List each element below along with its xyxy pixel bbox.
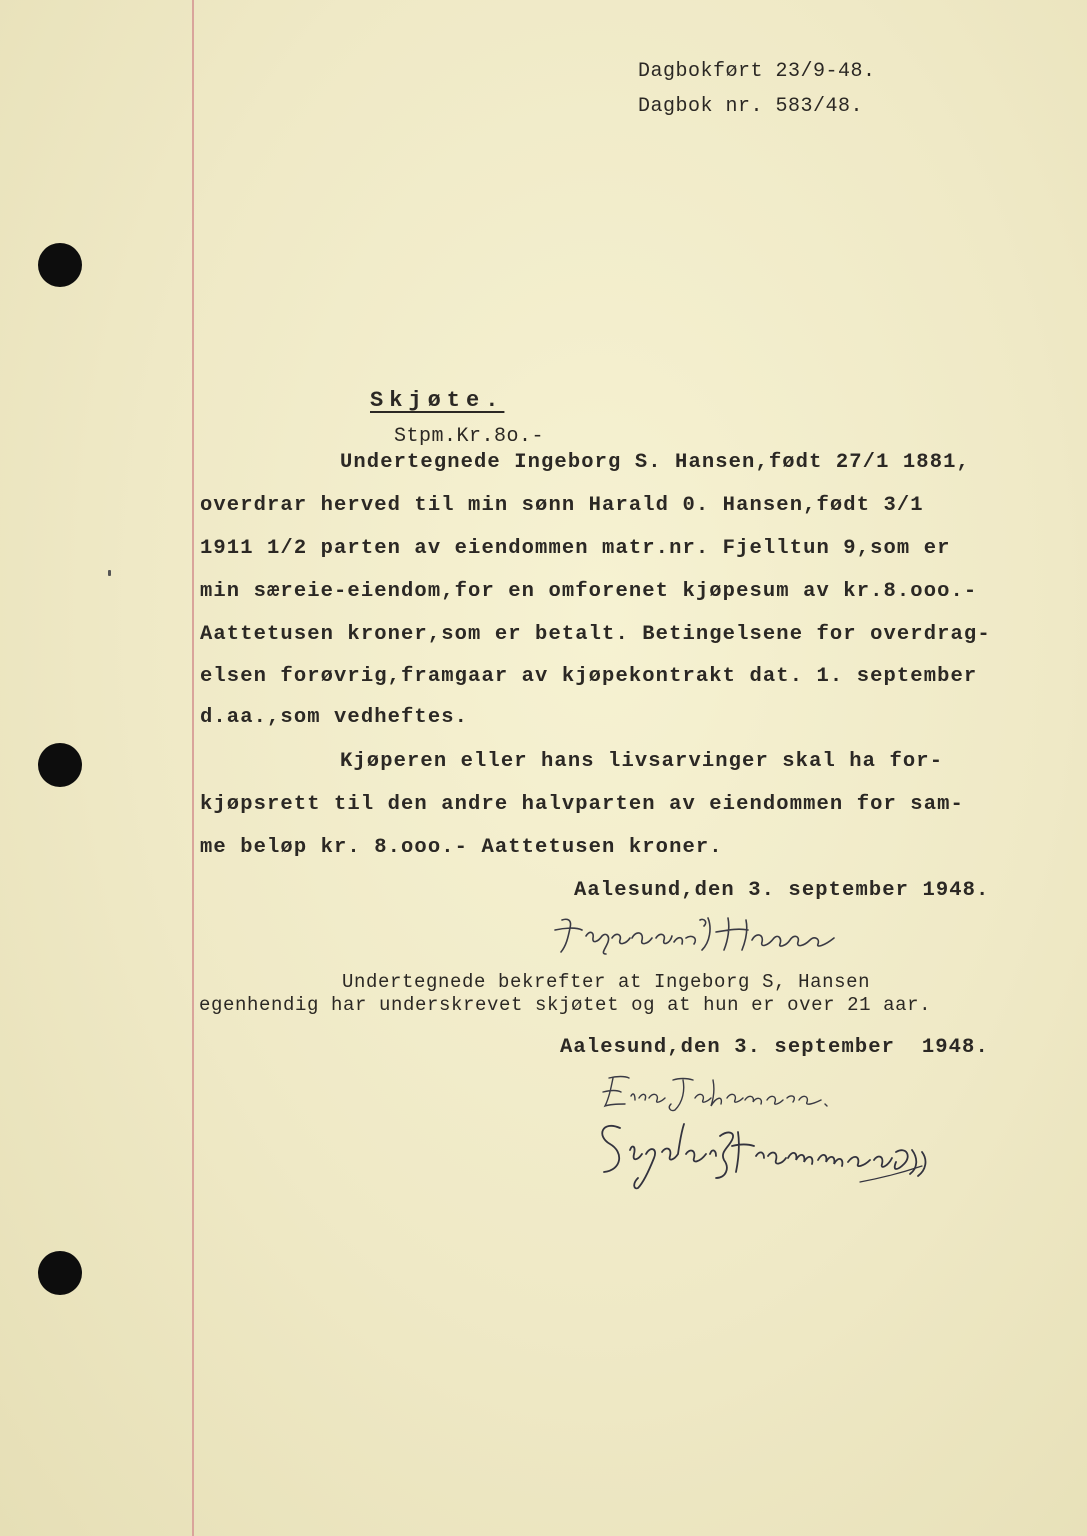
witness-line: Undertegnede bekrefter at Ingeborg S, Hansen (342, 971, 871, 993)
paragraph-line: min særeie-eiendom,for en omforenet kjøpesum av kr.8.ooo.- (200, 580, 978, 603)
paragraph-line: Kjøperen eller hans livsarvinger skal ha for- (340, 750, 944, 773)
place-date: Aalesund,den 3. september 1948. (560, 1036, 989, 1059)
paragraph-line: overdrar herved til min sønn Harald 0. Hansen,født 3/1 (200, 494, 924, 517)
witness-line: egenhendig har underskrevet skjøtet og at hun er over 21 aar. (199, 994, 932, 1016)
paragraph-line: kjøpsrett til den andre halvparten av eiendommen for sam- (200, 793, 964, 816)
ink-speck (108, 570, 111, 576)
signature-sigdor-strommen (592, 1110, 962, 1200)
stamp-duty: Stpm.Kr.8o.- (394, 425, 545, 448)
paragraph-line: 1911 1/2 parten av eiendommen matr.nr. Fjelltun 9,som er (200, 537, 951, 560)
place-date: Aalesund,den 3. september 1948. (574, 879, 990, 902)
paragraph-line: d.aa.,som vedheftes. (200, 706, 469, 729)
punch-hole (38, 743, 82, 787)
paragraph-line: elsen forøvrig,framgaar av kjøpekontrakt dat. 1. september (200, 665, 978, 688)
signature-ingeborg-hansen (552, 908, 852, 962)
dagbokfort-line: Dagbokført 23/9-48. (638, 60, 876, 83)
dagbok-number: Dagbok nr. 583/48. (638, 95, 864, 118)
paragraph-line: Undertegnede Ingeborg S. Hansen,født 27/1 1881, (340, 451, 970, 474)
margin-rule (192, 0, 194, 1536)
punch-hole (38, 243, 82, 287)
punch-hole (38, 1251, 82, 1295)
document-title: Skjøte. (370, 388, 505, 413)
paragraph-line: Aattetusen kroner,som er betalt. Betingelsene for overdrag- (200, 623, 991, 646)
paragraph-line: me beløp kr. 8.ooo.- Aattetusen kroner. (200, 836, 723, 859)
signature-einar-johannesen (595, 1070, 855, 1114)
